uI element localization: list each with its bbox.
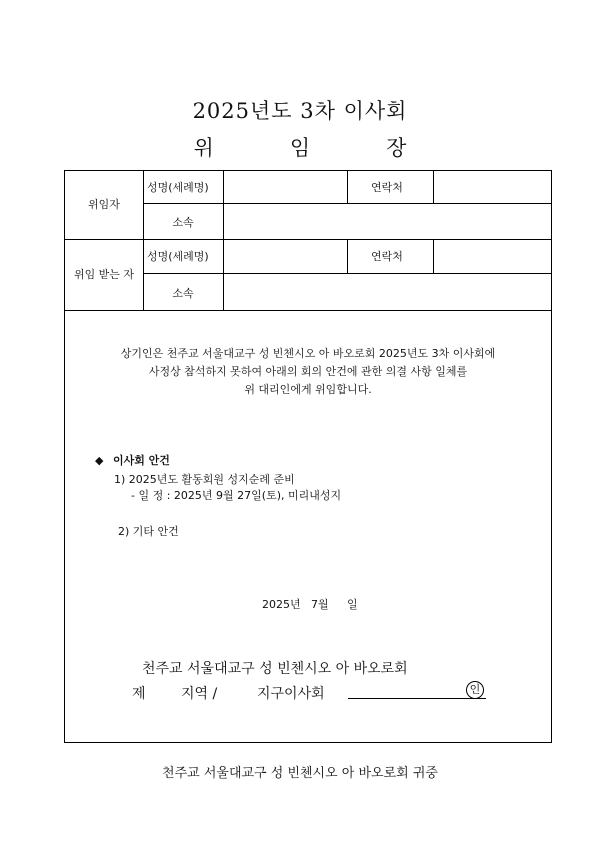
delegate-label: 위임 받는 자 [73,268,135,281]
agenda-item-2: 2) 기타 안건 [118,525,179,538]
table-line [347,239,348,273]
signature-line[interactable] [348,698,486,699]
diamond-bullet-icon: ◆ [95,454,104,467]
date-year: 2025년 [262,598,301,611]
table-line [143,273,552,274]
document-title: 2025년도 3차 이사회 [192,99,408,123]
date-month: 7월 [311,598,329,611]
signature-region: 지역 / [181,686,218,702]
signature-prefix: 제 [132,686,146,702]
table-line [65,239,552,240]
date-day: 일 [347,598,358,611]
signature-council: 지구이사회 [257,686,325,702]
table-line [347,171,348,203]
statement-line: 위 대리인에게 위임합니다. [244,383,372,396]
delegate-affiliation-field[interactable] [224,281,550,303]
subtitle-char: 위 [193,136,214,160]
table-line [143,203,552,204]
delegator-name-field[interactable] [224,178,346,198]
delegator-name-label: 성명(세례명) [147,181,209,194]
delegator-contact-label: 연락처 [371,181,403,194]
table-line [65,310,552,311]
statement-line: 사정상 참석하지 못하여 아래의 회의 안건에 관한 의결 사항 일체를 [148,365,468,378]
delegation-statement [64,345,552,399]
statement-line: 상기인은 천주교 서울대교구 성 빈첸시오 아 바오로회 2025년도 3차 이사회에 [120,347,496,360]
delegate-name-label: 성명(세례명) [147,250,209,263]
delegate-name-field[interactable] [224,246,346,266]
agenda-item-1: 1) 2025년도 활동회원 성지순례 준비 [114,473,295,486]
signature-org: 천주교 서울대교구 성 빈첸시오 아 바오로회 [142,661,408,677]
delegator-affiliation-label: 소속 [172,216,194,229]
delegator-contact-field[interactable] [434,178,550,198]
delegator-label: 위임자 [88,198,120,211]
agenda-heading [95,452,170,468]
subtitle-char: 장 [386,136,407,160]
subtitle-char: 임 [289,136,311,160]
delegator-affiliation-field[interactable] [224,211,550,233]
agenda-heading-text: 이사회 안건 [112,454,170,467]
delegate-contact-field[interactable] [434,246,550,266]
seal-mark: 인 [466,681,484,699]
footer-recipient: 천주교 서울대교구 성 빈첸시오 아 바오로회 귀중 [162,766,438,781]
document-subtitle [0,132,600,162]
delegate-affiliation-label: 소속 [172,287,194,300]
delegate-contact-label: 연락처 [371,250,403,263]
agenda-item-1-detail: - 일 정 : 2025년 9월 27일(토), 미리내성지 [131,489,342,502]
